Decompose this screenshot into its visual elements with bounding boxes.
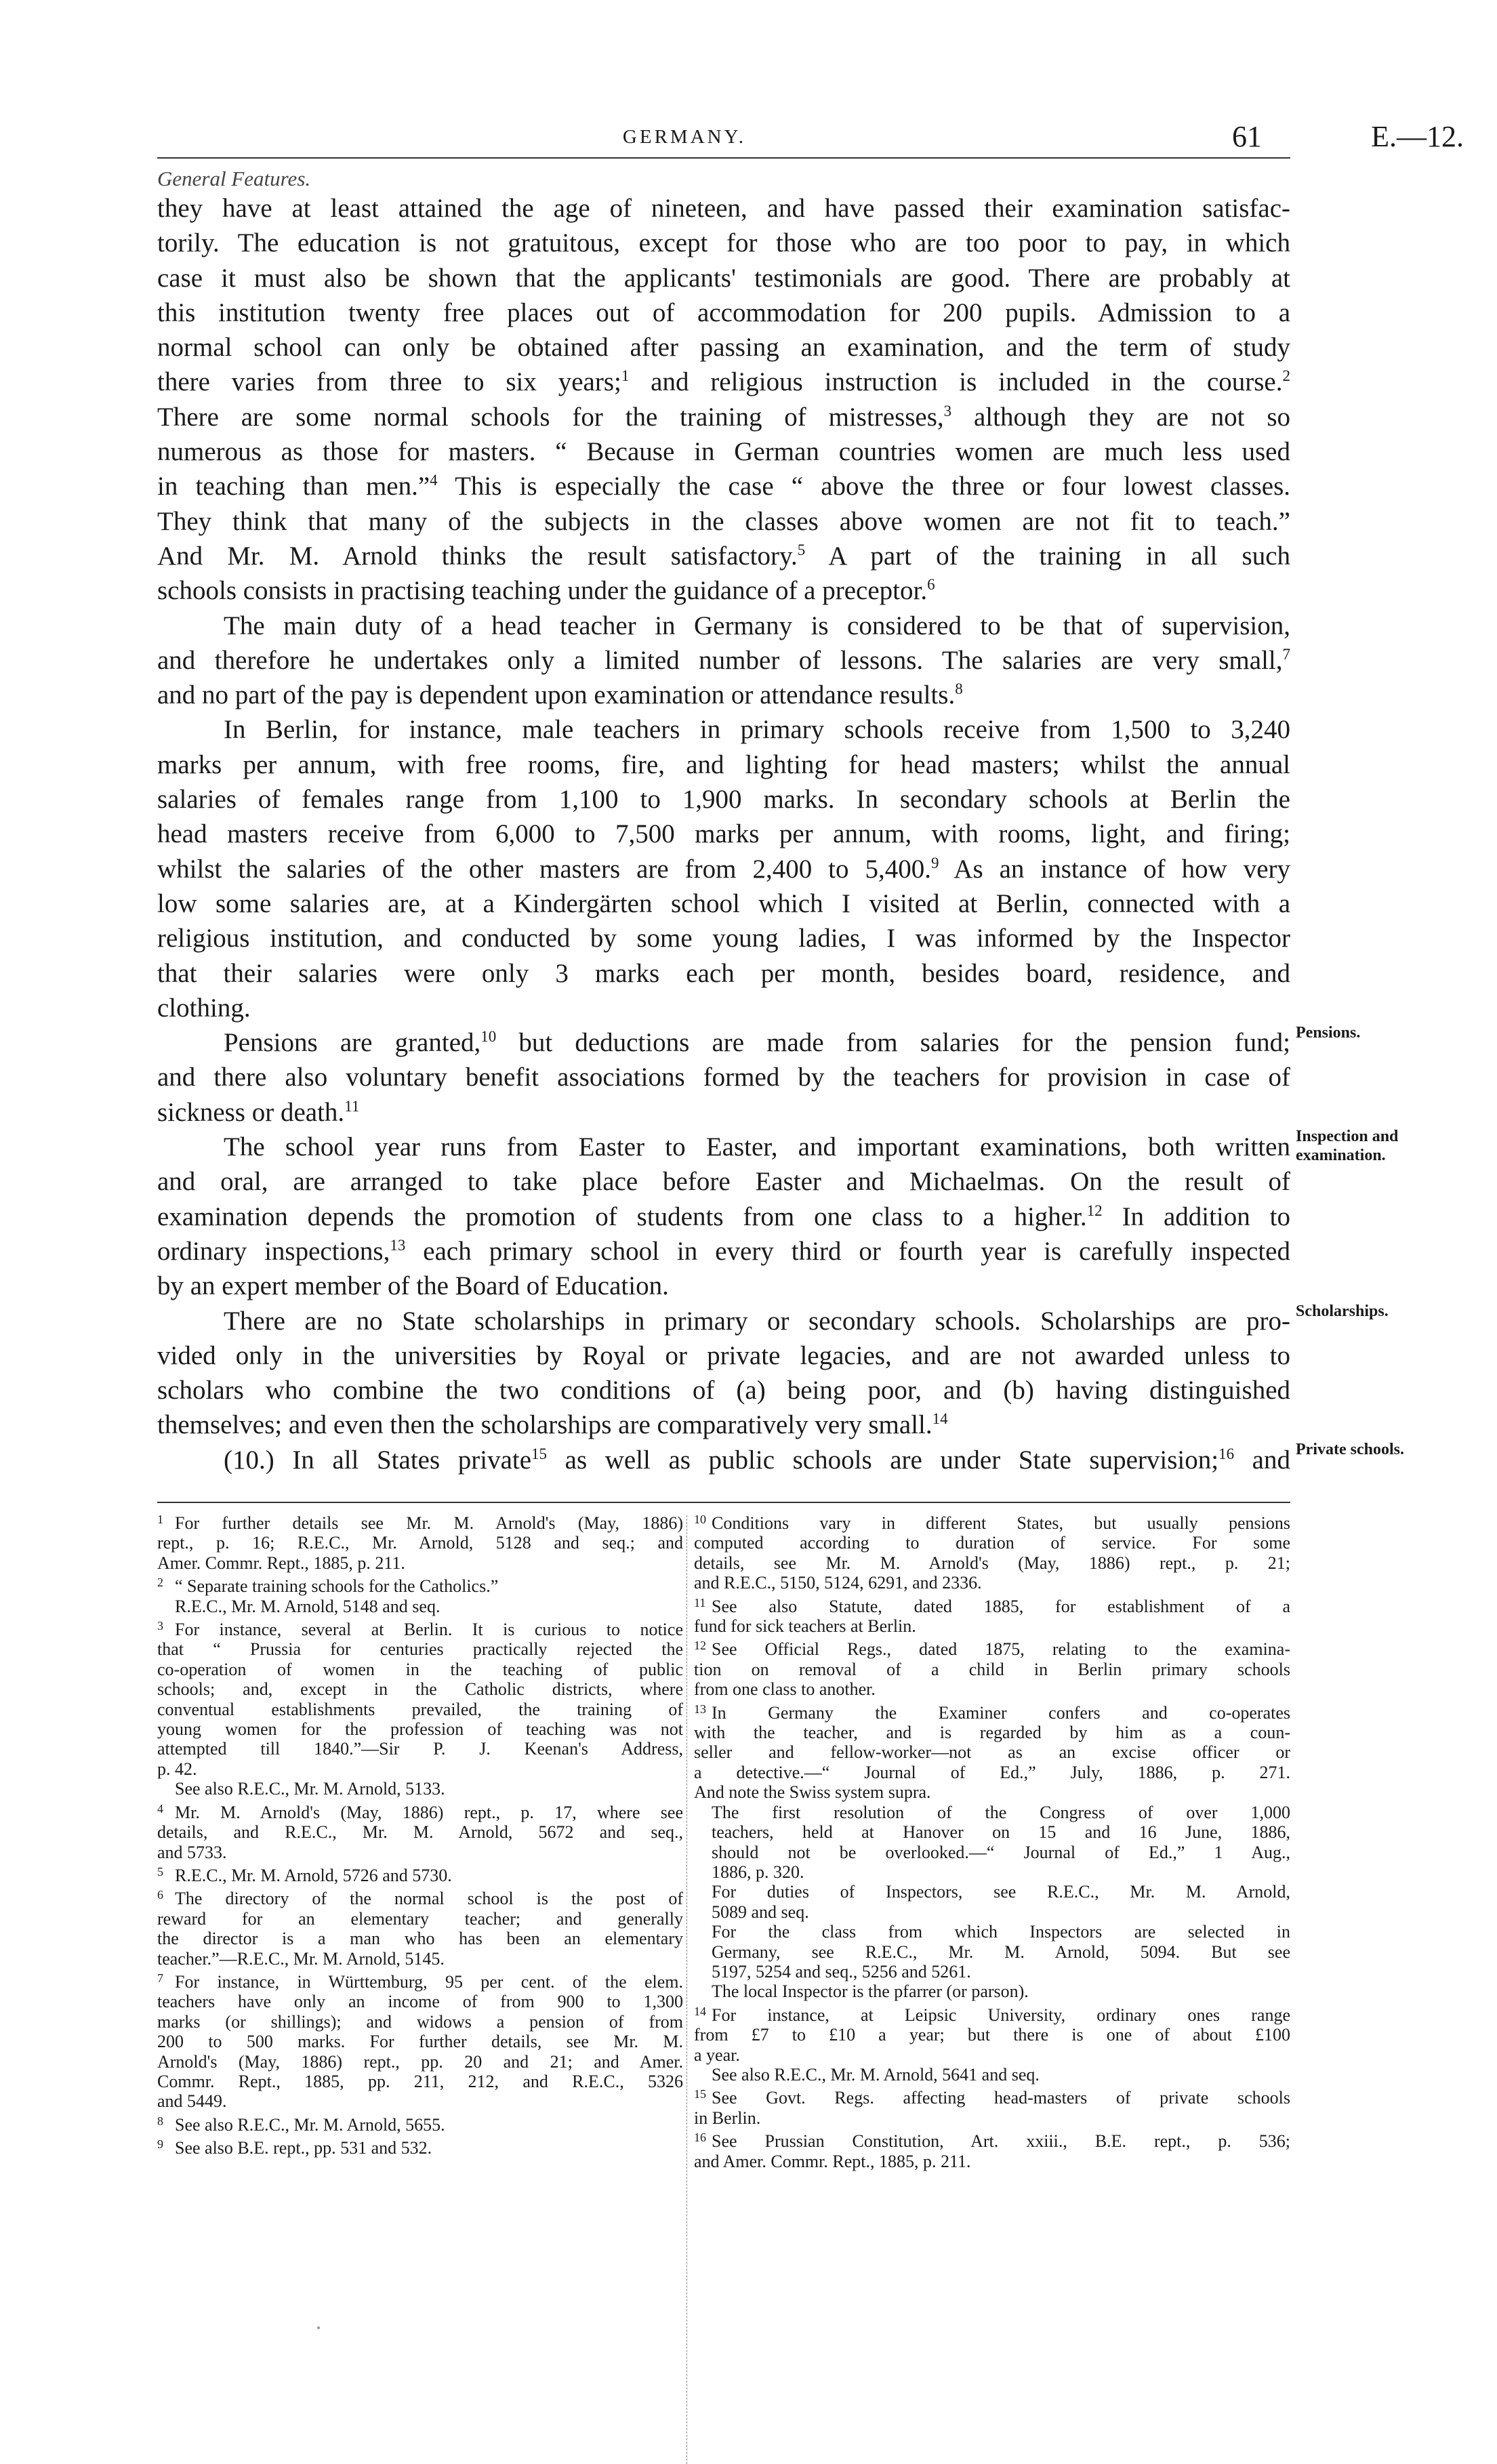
footnote-line xyxy=(712,1822,1290,1842)
footnotes-right-column xyxy=(694,1510,1290,2171)
body-line: Pensions are granted,$^{10}$ but deductions are made from salaries for the pension fund; xyxy=(224,1028,1290,1058)
footnote xyxy=(712,1982,1290,2001)
body-line: case it must also be shown that the applicants' testimonials are good. There are probably at xyxy=(157,263,1290,293)
section-label: General Features. xyxy=(157,167,311,190)
footnote xyxy=(157,1616,683,1779)
footnote-line xyxy=(712,1942,1290,1962)
footnote-line xyxy=(712,1982,1290,2001)
footnote-line xyxy=(694,1762,1290,1782)
body-line: they have at least attained the age of nineteen, and have passed their examination satisfac- xyxy=(157,194,1290,223)
footnote-line xyxy=(712,1902,1290,1922)
footnote-line xyxy=(157,2051,683,2072)
footnote-line xyxy=(712,1882,1290,1902)
footnote-text: and R.E.C., 5150, 5124, 6291, and 2336. xyxy=(694,1573,982,1593)
footnote-line xyxy=(694,2128,1290,2152)
body-line: sickness or death.$^{11}$ xyxy=(157,1097,360,1127)
footnote-text: seller and fellow-worker—not as an excise officer or xyxy=(694,1742,1290,1763)
body-text xyxy=(157,191,1290,1477)
margin-note-scholarships: Scholarships. xyxy=(1296,1302,1389,1320)
footnote xyxy=(157,1799,683,1862)
footnote-line xyxy=(157,2135,683,2158)
footnote-line xyxy=(694,1573,1290,1593)
footnote-text: marks (or shillings); and widows a pension of from xyxy=(157,2011,683,2032)
footnote-text: For instance, at Leipsic University, ordinary ones range xyxy=(712,2005,1290,2025)
footnote-text: teachers have only an income of from 900 to 1,300 xyxy=(157,1992,683,2012)
footnote-line xyxy=(694,2151,1290,2171)
footnote-line xyxy=(694,1553,1290,1573)
footnote-line xyxy=(157,1992,683,2012)
footnote-text: details, and R.E.C., Mr. M. Arnold, 5672 and seq., xyxy=(157,1822,683,1843)
footnote-text: See Prussian Constitution, Art. xxiii., B.E. rept., p. 536; xyxy=(712,2131,1290,2152)
footnote-line xyxy=(157,1969,683,1992)
footnote-marker: 7 xyxy=(157,1971,163,1985)
footnote-text: The first resolution of the Congress of over 1,000 xyxy=(712,1802,1290,1822)
footnote-text: “ Separate training schools for the Catholics.” xyxy=(175,1576,499,1597)
footnote-line xyxy=(157,1659,683,1679)
body-line: and therefore he undertakes only a limited number of lessons. The salaries are very small,$^7$ xyxy=(157,645,1290,675)
footnote-text: Germany, see R.E.C., Mr. M. Arnold, 5094. But see xyxy=(712,1942,1290,1962)
footnote-text: Conditions vary in different States, but usually pensions xyxy=(712,1513,1290,1533)
footnote-text: details, see Mr. M. Arnold's (May, 1886) rept., p. 21; xyxy=(694,1553,1290,1573)
footnote-column-divider xyxy=(686,1515,687,2464)
footnote-marker: 8 xyxy=(157,2114,163,2128)
footnote-line xyxy=(157,2071,683,2091)
paper-speck xyxy=(317,2326,320,2329)
footnote-text: And note the Swiss system supra. xyxy=(694,1782,931,1803)
body-line: examination depends the promotion of students from one class to a higher.$^{12}$ In addition to xyxy=(157,1202,1290,1231)
footnote-line xyxy=(694,2025,1290,2045)
footnote-text: See also B.E. rept., pp. 531 and 532. xyxy=(175,2138,432,2158)
body-line: normal school can only be obtained after passing an examination, and the term of study xyxy=(157,333,1290,363)
footnote-line xyxy=(157,1616,683,1640)
footnote-text: R.E.C., Mr. M. Arnold, 5726 and 5730. xyxy=(175,1865,452,1885)
body-line: and no part of the pay is dependent upon examination or attendance results.$^8$ xyxy=(157,680,963,710)
body-line: and oral, are arranged to take place before Easter and Michaelmas. On the result of xyxy=(157,1167,1290,1197)
footnote-line xyxy=(157,1929,683,1949)
footnote-line xyxy=(712,1962,1290,1982)
body-line: numerous as those for masters. “ Because in German countries women are much less used xyxy=(157,437,1290,467)
footnotes-left-column xyxy=(157,1510,683,2158)
footnote-line xyxy=(694,1679,1290,1700)
body-line: They think that many of the subjects in the classes above women are not fit to teach.” xyxy=(157,506,1290,536)
footnote-line xyxy=(157,2032,683,2052)
body-line: And Mr. M. Arnold thinks the result satisfactory.$^5$ A part of the training in all such xyxy=(157,541,1291,571)
footnote-text: For the class from which Inspectors are selected in xyxy=(712,1922,1290,1942)
footnote xyxy=(694,1593,1290,1637)
body-line: vided only in the universities by Royal or private legacies, and are not awarded unless to xyxy=(157,1340,1290,1370)
footnote xyxy=(157,1573,683,1597)
footnote-line xyxy=(157,1679,683,1700)
footnote-line xyxy=(694,1616,1290,1637)
footnote-text: Arnold's (May, 1886) rept., pp. 20 and 21; and Amer. xyxy=(157,2051,683,2072)
footnote-text: 5089 and seq. xyxy=(712,1902,809,1922)
footnote xyxy=(712,1803,1290,1883)
body-line: ordinary inspections,$^{13}$ each primary school in every third or fourth year is carefully inspected xyxy=(157,1236,1290,1266)
footnote xyxy=(712,1922,1290,1982)
footnote-text: fund for sick teachers at Berlin. xyxy=(694,1616,916,1637)
running-header-title: GERMANY. xyxy=(622,126,747,148)
margin-note-private-schools: Private schools. xyxy=(1296,1441,1404,1458)
body-line: this institution twenty free places out of accommodation for 200 pupils. Admission to a xyxy=(157,297,1290,327)
footnote-text: the director is a man who has been an elementary xyxy=(157,1929,683,1949)
footnote-line xyxy=(694,2108,1290,2128)
footnote-marker: 15 xyxy=(694,2087,706,2101)
footnote xyxy=(694,1510,1290,1593)
footnote-text: a detective.—“ Journal of Ed.,” July, 1886, p. 271. xyxy=(694,1762,1290,1782)
footnote-line xyxy=(712,1862,1290,1882)
footnote-text: 1886, p. 320. xyxy=(712,1862,804,1882)
body-line: whilst the salaries of the other masters are from 2,400 to 5,400.$^9$ As an instance of how very xyxy=(157,854,1290,884)
footnote-text: Amer. Commr. Rept., 1885, p. 211. xyxy=(157,1553,405,1573)
footnote-line xyxy=(157,1822,683,1843)
footnote-line xyxy=(694,1700,1290,1723)
footnote-text: Commr. Rept., 1885, pp. 211, 212, and R.E.C., 5326 xyxy=(157,2071,683,2091)
footnote-line xyxy=(694,1510,1290,1533)
footnote-text: For further details see Mr. M. Arnold's (May, 1886) xyxy=(175,1513,683,1533)
footnote-marker: 4 xyxy=(157,1801,163,1815)
footnote-text: 200 to 500 marks. For further details, see Mr. M. xyxy=(157,2032,683,2052)
body-line: salaries of females range from 1,100 to 1,900 marks. In secondary schools at Berlin the xyxy=(157,785,1290,815)
footnote-text: conventual establishments prevailed, the training of xyxy=(157,1699,683,1719)
footnote xyxy=(694,1700,1290,1803)
body-line: clothing. xyxy=(157,993,251,1023)
body-line: and there also voluntary benefit associations formed by the teachers for provision in case of xyxy=(157,1063,1290,1092)
footnote xyxy=(157,1969,683,2112)
footnote xyxy=(157,2135,683,2158)
footnote-line xyxy=(157,2112,683,2135)
footnote-line xyxy=(694,1782,1290,1803)
body-line: by an expert member of the Board of Education. xyxy=(157,1271,669,1301)
footnote-line xyxy=(694,2045,1290,2065)
footnote-marker: 13 xyxy=(694,1702,706,1716)
footnote-line xyxy=(694,1636,1290,1660)
footnote-marker: 16 xyxy=(694,2131,706,2145)
body-line: that their salaries were only 3 marks each per month, besides board, residence, and xyxy=(157,958,1290,988)
footnote-text: The directory of the normal school is the post of xyxy=(175,1889,683,1909)
footnote-line xyxy=(157,1885,683,1909)
footnote-text: from one class to another. xyxy=(694,1679,876,1700)
footnote xyxy=(157,1885,683,1969)
footnote-text: In Germany the Examiner confers and co-operates xyxy=(712,1702,1290,1723)
document-code: E.—12. xyxy=(1371,120,1464,153)
footnote-text: and 5733. xyxy=(157,1842,227,1862)
footnote-line xyxy=(694,2002,1290,2025)
footnote-text: and Amer. Commr. Rept., 1885, p. 211. xyxy=(694,2151,971,2171)
footnote-marker: 11 xyxy=(694,1595,706,1609)
footnote-text: a year. xyxy=(694,2045,740,2065)
body-line: there varies from three to six years;$^1$ and religious instruction is included in the course.$^2$ xyxy=(157,367,1290,397)
footnote-continuation: See also R.E.C., Mr. M. Arnold, 5641 and seq. xyxy=(712,2064,1040,2085)
footnote-line xyxy=(694,2085,1290,2108)
footnote-text: Mr. M. Arnold's (May, 1886) rept., p. 17, where see xyxy=(175,1802,683,1822)
footnote-text: reward for an elementary teacher; and generally xyxy=(157,1908,683,1929)
header-rule xyxy=(157,157,1290,159)
footnote-marker: 6 xyxy=(157,1888,163,1902)
footnote-line xyxy=(694,1659,1290,1679)
margin-note-pensions: Pensions. xyxy=(1296,1024,1361,1042)
footnote-text: See Govt. Regs. affecting head-masters of private schools xyxy=(712,2088,1290,2108)
body-line: marks per annum, with free rooms, fire, and lighting for head masters; whilst the annual xyxy=(157,750,1290,779)
body-line: There are no State scholarships in primary or secondary schools. Scholarships are pro- xyxy=(224,1306,1290,1336)
footnote xyxy=(157,2112,683,2135)
footnote-marker: 5 xyxy=(157,1864,163,1878)
footnote-marker: 12 xyxy=(694,1639,706,1653)
footnote-text: tion on removal of a child in Berlin primary schools xyxy=(694,1659,1290,1679)
footnote-line xyxy=(157,1573,683,1597)
margin-note-inspection: Inspection and xyxy=(1296,1128,1399,1145)
footnote-line xyxy=(157,1553,683,1573)
page-number: 61 xyxy=(1232,120,1262,153)
footnote-text: that “ Prussia for centuries practically rejected the xyxy=(157,1639,683,1660)
footnote-line xyxy=(157,1719,683,1740)
footnote-marker: 3 xyxy=(157,1619,163,1633)
footnote-text: teachers, held at Hanover on 15 and 16 June, 1886, xyxy=(712,1822,1290,1843)
footnote-text: The local Inspector is the pfarrer (or parson). xyxy=(712,1982,1029,2002)
footnote-line xyxy=(694,1723,1290,1743)
body-line: scholars who combine the two conditions of (a) being poor, and (b) having distinguished xyxy=(157,1376,1290,1405)
footnote-line xyxy=(694,1533,1290,1553)
footnote-line xyxy=(157,2091,683,2112)
footnote xyxy=(712,1882,1290,1922)
footnote xyxy=(694,1636,1290,1700)
footnote-text: co-operation of women in the teaching of public xyxy=(157,1659,683,1679)
footnote-marker: 14 xyxy=(694,2004,706,2018)
footnote-text: See also R.E.C., Mr. M. Arnold, 5655. xyxy=(175,2114,445,2135)
footnote-text: young women for the profession of teaching was not xyxy=(157,1719,683,1740)
body-line: themselves; and even then the scholarships are comparatively very small.$^{14}$ xyxy=(157,1410,948,1440)
footnote-line xyxy=(712,1843,1290,1862)
footnote-text: See also Statute, dated 1885, for establishment of a xyxy=(712,1596,1290,1616)
body-line: torily. The education is not gratuitous, except for those who are too poor to pay, in which xyxy=(157,228,1290,258)
body-line: low some salaries are, at a Kindergärten school which I visited at Berlin, connected with a xyxy=(157,888,1290,918)
body-line: There are some normal schools for the training of mistresses,$^3$ although they are not so xyxy=(157,402,1291,432)
footnote-line xyxy=(157,1533,683,1553)
footnote xyxy=(694,2002,1290,2065)
footnote xyxy=(694,2085,1290,2128)
footnote-text: attempted till 1840.”—Sir P. J. Keenan's Address, xyxy=(157,1739,683,1759)
body-line: religious institution, and conducted by some young ladies, I was informed by the Inspector xyxy=(157,924,1290,953)
footnote-line xyxy=(694,1593,1290,1616)
footnote-line xyxy=(157,1908,683,1929)
footnote-text: 5197, 5254 and seq., 5256 and 5261. xyxy=(712,1961,971,1982)
margin-note-examination: examination. xyxy=(1296,1147,1386,1164)
body-line: head masters receive from 6,000 to 7,500 marks per annum, with rooms, light, and firing; xyxy=(157,819,1290,849)
footnote-text: computed according to duration of service. For some xyxy=(694,1533,1290,1553)
footnote-rule xyxy=(157,1502,1290,1503)
footnote-text: For duties of Inspectors, see R.E.C., Mr. M. Arnold, xyxy=(712,1882,1290,1902)
footnote xyxy=(157,1510,683,1573)
footnote xyxy=(157,1862,683,1885)
body-line: in teaching than men.”$^4$ This is especially the case “ above the three or four lowest classes. xyxy=(157,472,1290,501)
footnote-marker: 1 xyxy=(157,1513,163,1526)
body-line: The school year runs from Easter to Easter, and important examinations, both written xyxy=(224,1132,1290,1162)
footnote-line xyxy=(157,1639,683,1660)
footnote-line xyxy=(157,1948,683,1969)
footnote-marker: 10 xyxy=(694,1513,706,1526)
body-line: The main duty of a head teacher in Germany is considered to be that of supervision, xyxy=(224,611,1290,640)
footnote-line xyxy=(157,2011,683,2032)
footnote-line xyxy=(157,1759,683,1779)
body-line: schools consists in practising teaching under the guidance of a preceptor.$^6$ xyxy=(157,576,935,606)
footnote-continuation: R.E.C., Mr. M. Arnold, 5148 and seq. xyxy=(175,1596,440,1616)
footnote-text: For instance, in Württemburg, 95 per cent. of the elem. xyxy=(175,1971,683,1992)
footnote-text: schools; and, except in the Catholic districts, where xyxy=(157,1679,683,1700)
footnote-line xyxy=(157,1799,683,1822)
footnote-marker: 2 xyxy=(157,1576,163,1590)
footnote-text: p. 42. xyxy=(157,1759,197,1779)
footnote-text: teacher.”—R.E.C., Mr. M. Arnold, 5145. xyxy=(157,1948,445,1969)
body-line: In Berlin, for instance, male teachers in primary schools receive from 1,500 to 3,240 xyxy=(224,715,1290,745)
footnote-line xyxy=(157,1739,683,1759)
footnote-text: and 5449. xyxy=(157,2091,227,2112)
footnote-text: See Official Regs., dated 1875, relating to the examina- xyxy=(712,1639,1290,1660)
footnote-continuation: See also R.E.C., Mr. M. Arnold, 5133. xyxy=(175,1779,445,1799)
footnote xyxy=(694,2128,1290,2171)
footnote-line xyxy=(157,1699,683,1719)
footnote-text: in Berlin. xyxy=(694,2108,761,2128)
footnote-line xyxy=(157,1862,683,1885)
footnote-text: For instance, several at Berlin. It is curious to notice xyxy=(175,1620,683,1640)
footnote-text: with the teacher, and is regarded by him as a coun- xyxy=(694,1723,1290,1743)
footnote-text: rept., p. 16; R.E.C., Mr. Arnold, 5128 and seq.; and xyxy=(157,1533,683,1553)
footnote-line xyxy=(157,1842,683,1862)
footnote-line xyxy=(157,1510,683,1533)
footnote-line xyxy=(694,1742,1290,1763)
footnote-marker: 9 xyxy=(157,2137,163,2152)
footnote-text: should not be overlooked.—“ Journal of Ed.,” 1 Aug., xyxy=(712,1842,1290,1862)
footnote-line xyxy=(712,1803,1290,1822)
footnote-line xyxy=(712,1922,1290,1942)
footnote-text: from £7 to £10 a year; but there is one of about £100 xyxy=(694,2025,1290,2045)
body-line: (10.) In all States private$^{15}$ as well as public schools are under State supervision;$^{16}$ and xyxy=(224,1445,1290,1475)
